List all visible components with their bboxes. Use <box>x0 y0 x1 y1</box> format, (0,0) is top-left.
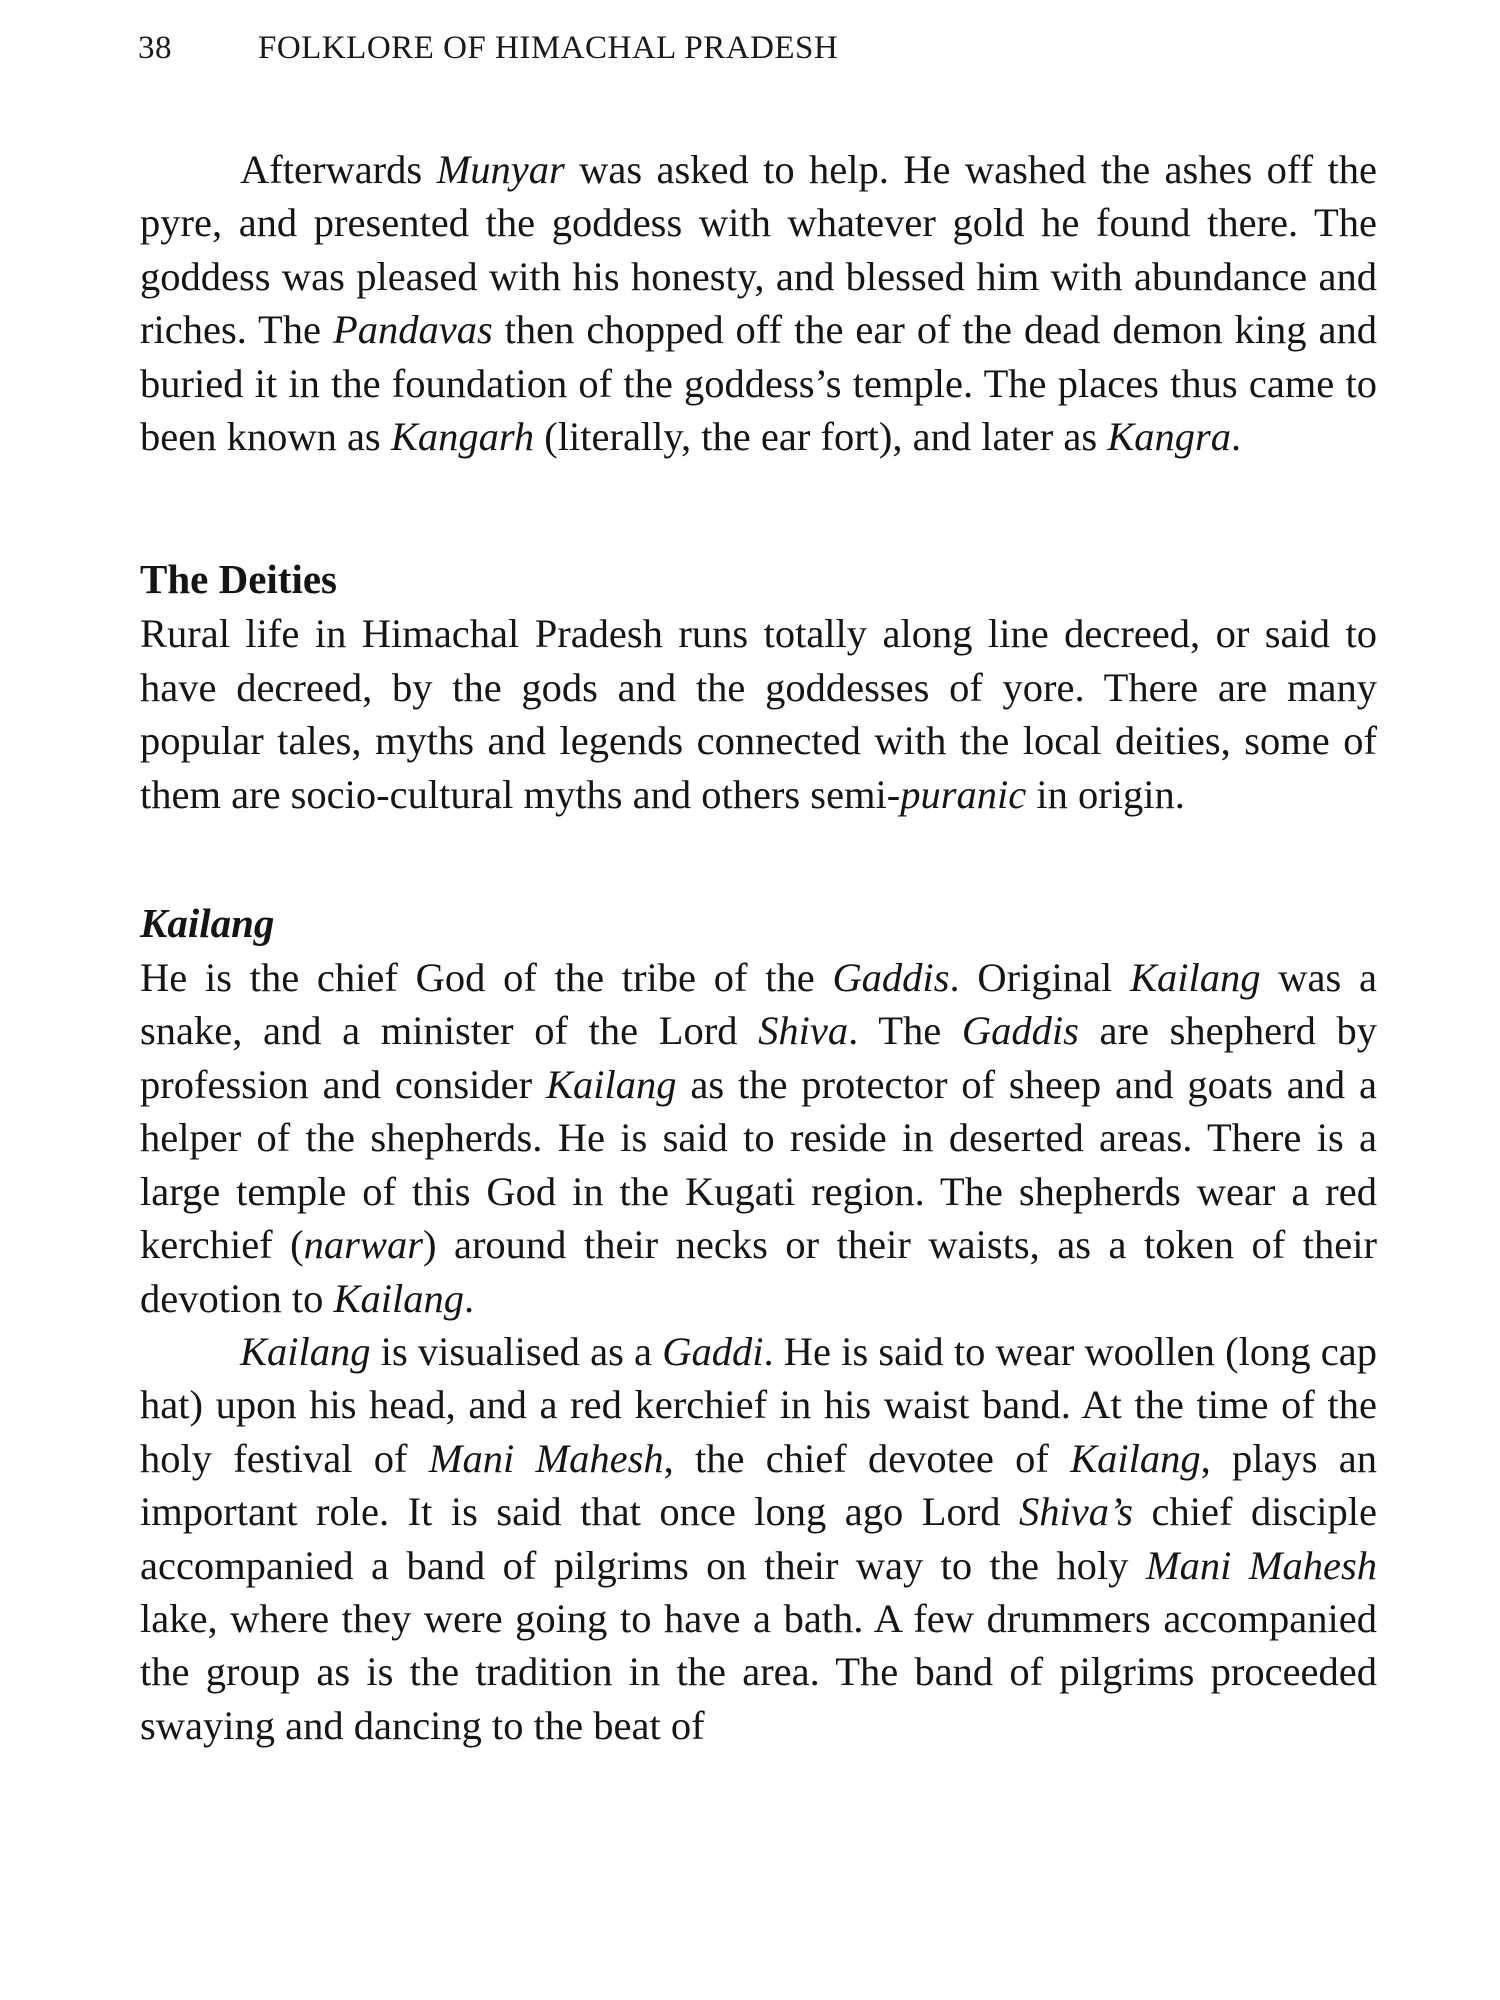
paragraph-kailang-intro: He is the chief God of the tribe of the Gaddis. Original Kailang was a snake, and a minister of the Lord Shiva. The Gaddis are shepherd by profession and consider Kailang as the protector of sheep and goats and a helper of the shepherds. He is said to reside in deserted areas. There is a large temple of this God in the Kugati region. The shepherds wear a red kerchief (narwar) around their necks or their waists, as a token of their devotion to Kailang. <box>140 955 1378 1321</box>
running-title: FOLKLORE OF HIMACHAL PRADESH <box>258 30 839 66</box>
page-number: 38 <box>138 30 172 66</box>
page-body <box>140 143 1377 1752</box>
paragraph-kailang-festival: Kailang is visualised as a Gaddi. He is said to wear woollen (long cap hat) upon his head, and a red kerchief in his waist band. At the time of the holy festival of Mani Mahesh, the chief devotee of Kailang, plays an important role. It is said that once long ago Lord Shiva’s chief disciple accompanied a band of pilgrims on their way to the holy Mani Mahesh lake, where they were going to have a bath. A few drummers accompanied the group as is the tradition in the area. The band of pilgrims proceeded swaying and dancing to the beat of <box>140 1328 1377 1748</box>
section-heading-kailang: Kailang <box>140 900 275 947</box>
paragraph-ear-fort: Afterwards Munyar was asked to help. He washed the ashes off the pyre, and presented the goddess with whatever gold he found there. The goddess was pleased with his honesty, and blessed him with abundance and riches. The Pandavas then chopped off the ear of the dead demon king and buried it in the foundation of the goddess’s temple. The places thus came to been known as Kangarh (literally, the ear fort), and later as Kangra. <box>140 147 1377 460</box>
section-heading-deities: The Deities <box>140 556 337 603</box>
running-header <box>138 30 838 67</box>
paragraph-deities: Rural life in Himachal Pradesh runs totally along line decreed, or said to have decreed, by the gods and the goddesses of yore. There are many popular tales, myths and legends connected with the local deities, some of them are socio-cultural myths and others semi-puranic in origin. <box>140 611 1377 817</box>
